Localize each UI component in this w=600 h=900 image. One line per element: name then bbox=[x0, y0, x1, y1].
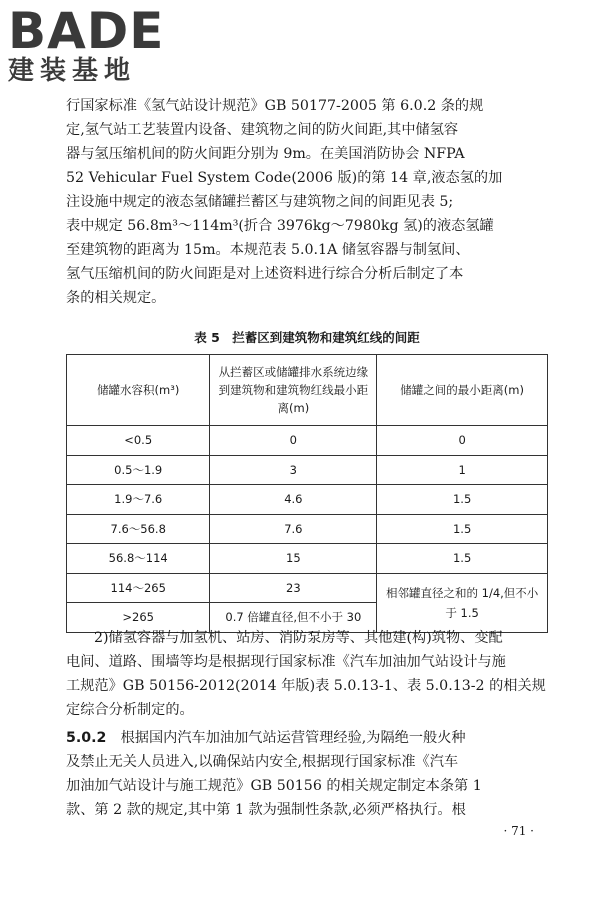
text-line: 条的相关规定。 bbox=[66, 290, 166, 306]
text-line: 及禁止无关人员进入,以确保站内安全,根据现行国家标准《汽车 bbox=[66, 754, 459, 770]
header-distance-to-building: 从拦蓄区或储罐排水系统边缘到建筑物和建筑物红线最小距离(m) bbox=[210, 355, 377, 426]
cell-volume: 0.5～1.9 bbox=[67, 455, 210, 485]
cell-volume: 114～265 bbox=[67, 573, 210, 603]
cell-building-distance: 3 bbox=[210, 455, 377, 485]
cell-tank-distance: 0 bbox=[377, 426, 548, 456]
text-line: 工规范》GB 50156-2012(2014 年版)表 5.0.13-1、表 5.0.13-2 的相关规 bbox=[66, 678, 546, 694]
paragraph-section-5-0-2 bbox=[66, 726, 548, 822]
cell-tank-distance-merged: 相邻罐直径之和的 1/4,但不小于 1.5 bbox=[377, 573, 548, 632]
table-caption: 表 5 拦蓄区到建筑物和建筑红线的间距 bbox=[194, 330, 420, 345]
text-line: 2)储氢容器与加氢机、站房、消防泵房等、其他建(构)筑物、变配 bbox=[94, 630, 503, 646]
cell-tank-distance: 1.5 bbox=[377, 544, 548, 574]
text-line: 电间、道路、围墙等均是根据现行国家标准《汽车加油加气站设计与施 bbox=[66, 654, 506, 670]
header-distance-between-tanks: 储罐之间的最小距离(m) bbox=[377, 355, 548, 426]
cell-building-distance: 4.6 bbox=[210, 485, 377, 515]
page-number: · 71 · bbox=[503, 824, 534, 838]
section-number: 5.0.2 bbox=[66, 730, 107, 746]
spacing-table bbox=[66, 354, 548, 633]
table-row bbox=[67, 514, 548, 544]
logo-brand: BADE bbox=[8, 2, 165, 60]
cell-tank-distance: 1 bbox=[377, 455, 548, 485]
cell-volume: >265 bbox=[67, 603, 210, 633]
text-line bbox=[66, 726, 548, 750]
logo-subtitle: 建装基地 bbox=[8, 56, 137, 86]
header-volume: 储罐水容积(m³) bbox=[67, 355, 210, 426]
cell-building-distance: 7.6 bbox=[210, 514, 377, 544]
table-row bbox=[67, 426, 548, 456]
cell-tank-distance: 1.5 bbox=[377, 514, 548, 544]
text-line: 定综合分析制定的。 bbox=[66, 702, 194, 718]
text-line: 定,氢气站工艺装置内设备、建筑物之间的防火间距,其中储氢容 bbox=[66, 122, 459, 138]
bade-logo bbox=[8, 2, 178, 88]
cell-building-distance: 15 bbox=[210, 544, 377, 574]
cell-building-distance: 23 bbox=[210, 573, 377, 603]
text-line: 52 Vehicular Fuel System Code(2006 版)的第 14 章,液态氢的加 bbox=[66, 170, 503, 186]
cell-tank-distance: 1.5 bbox=[377, 485, 548, 515]
table-row bbox=[67, 544, 548, 574]
cell-volume: 7.6～56.8 bbox=[67, 514, 210, 544]
text-line: 加油加气站设计与施工规范》GB 50156 的相关规定制定本条第 1 bbox=[66, 778, 482, 794]
cell-building-distance: 0.7 倍罐直径,但不小于 30 bbox=[210, 603, 377, 633]
cell-building-distance: 0 bbox=[210, 426, 377, 456]
text-line: 注设施中规定的液态氢储罐拦蓄区与建筑物之间的间距见表 5; bbox=[66, 194, 454, 210]
text-line: 氢气压缩机间的防火间距是对上述资料进行综合分析后制定了本 bbox=[66, 266, 464, 282]
text-line: 表中规定 56.8m³～114m³(折合 3976kg～7980kg 氢)的液态氢罐 bbox=[66, 218, 494, 234]
text-line: 款、第 2 款的规定,其中第 1 款为强制性条款,必须严格执行。根 bbox=[66, 802, 466, 818]
paragraph-storage-container bbox=[66, 626, 548, 722]
cell-volume: 56.8～114 bbox=[67, 544, 210, 574]
text-line: 行国家标准《氢气站设计规范》GB 50177-2005 第 6.0.2 条的规 bbox=[66, 98, 484, 114]
text-line: 至建筑物的距离为 15m。本规范表 5.0.1A 储氢容器与制氢间、 bbox=[66, 242, 470, 258]
cell-volume: 1.9～7.6 bbox=[67, 485, 210, 515]
table-header-row bbox=[67, 355, 548, 426]
table-row bbox=[67, 573, 548, 603]
text-line: 器与氢压缩机间的防火间距分别为 9m。在美国消防协会 NFPA bbox=[66, 146, 465, 162]
table-row bbox=[67, 485, 548, 515]
paragraph-hydrogen-station bbox=[66, 94, 548, 310]
text-segment: 根据国内汽车加油加气站运营管理经验,为隔绝一般火种 bbox=[120, 730, 466, 746]
table-row bbox=[67, 455, 548, 485]
cell-volume: <0.5 bbox=[67, 426, 210, 456]
